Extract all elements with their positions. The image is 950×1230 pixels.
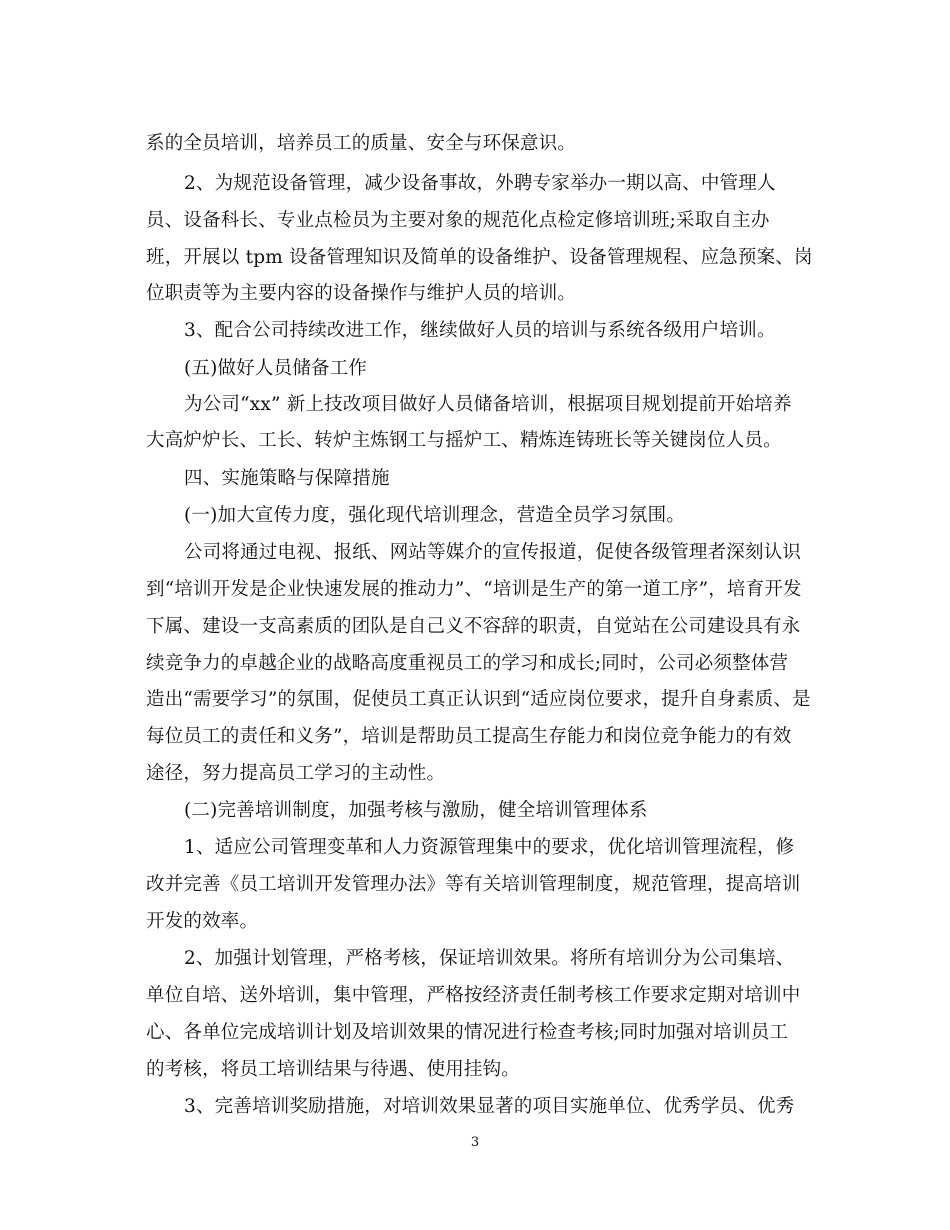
text-line: 3、完善培训奖励措施，对培训效果显著的项目实施单位、优秀学员、优秀 (184, 1096, 795, 1117)
text-line: 心、各单位完成培训计划及培训效果的情况进行检查考核;同时加强对培训员工 (146, 1022, 789, 1043)
text-line: 单位自培、送外培训，集中管理，严格按经济责任制考核工作要求定期对培训中 (146, 985, 801, 1006)
text-line: 系的全员培训，培养员工的质量、安全与环保意识。 (146, 133, 577, 154)
text-line: 1、适应公司管理变革和人力资源管理集中的要求，优化培训管理流程，修 (184, 837, 795, 858)
text-line: 2、加强计划管理，严格考核，保证培训效果。将所有培训分为公司集培、 (184, 948, 795, 969)
text-line: 续竞争力的卓越企业的战略高度重视员工的学习和成长;同时，公司必须整体营 (146, 653, 789, 674)
text-line: 的考核，将员工培训结果与待遇、使用挂钩。 (146, 1059, 521, 1080)
text-line: 大高炉炉长、工长、转炉主炼钢工与摇炉工、精炼连铸班长等关键岗位人员。 (146, 430, 782, 451)
text-line: 造出“需要学习”的氛围，促使员工真正认识到“适应岗位要求，提升自身素质、是 (146, 689, 811, 710)
section-heading: (二)完善培训制度，加强考核与激励，健全培训管理体系 (184, 800, 648, 821)
text-line: 员、设备科长、专业点检员为主要对象的规范化点检定修培训班;采取自主办 (146, 210, 770, 231)
text-line: 2、为规范设备管理，减少设备事故，外聘专家举办一期以高、中管理人 (184, 173, 776, 194)
text-line: 位职责等为主要内容的设备操作与维护人员的培训。 (146, 283, 577, 304)
text-line: 为公司“xx” 新上技改项目做好人员储备培训，根据项目规划提前开始培养 (184, 394, 792, 415)
text-line: 每位员工的责任和义务”，培训是帮助员工提高生存能力和岗位竞争能力的有效 (146, 726, 792, 747)
section-heading: (五)做好人员储备工作 (184, 358, 368, 379)
text-line: 公司将通过电视、报纸、网站等媒介的宣传报道，促使各级管理者深刻认识 (184, 542, 802, 563)
text-line: 途径，努力提高员工学习的主动性。 (146, 763, 446, 784)
section-heading: (一)加大宣传力度，强化现代培训理念，营造全员学习氛围。 (184, 505, 686, 526)
text-line: 班，开展以 tpm 设备管理知识及简单的设备维护、设备管理规程、应急预案、岗 (146, 247, 813, 268)
page-number: 3 (470, 1135, 480, 1150)
text-line: 3、配合公司持续改进工作，继续做好人员的培训与系统各级用户培训。 (184, 320, 776, 341)
section-heading: 四、实施策略与保障措施 (184, 468, 390, 489)
text-line: 改并完善《员工培训开发管理办法》等有关培训管理制度，规范管理，提高培训 (146, 874, 801, 895)
text-line: 开发的效率。 (146, 911, 259, 932)
text-line: 到“培训开发是企业快速发展的推动力”、“培训是生产的第一道工序”，培育开发 (146, 579, 802, 600)
text-line: 下属、建设一支高素质的团队是自己义不容辞的职责，自觉站在公司建设具有永 (146, 616, 801, 637)
